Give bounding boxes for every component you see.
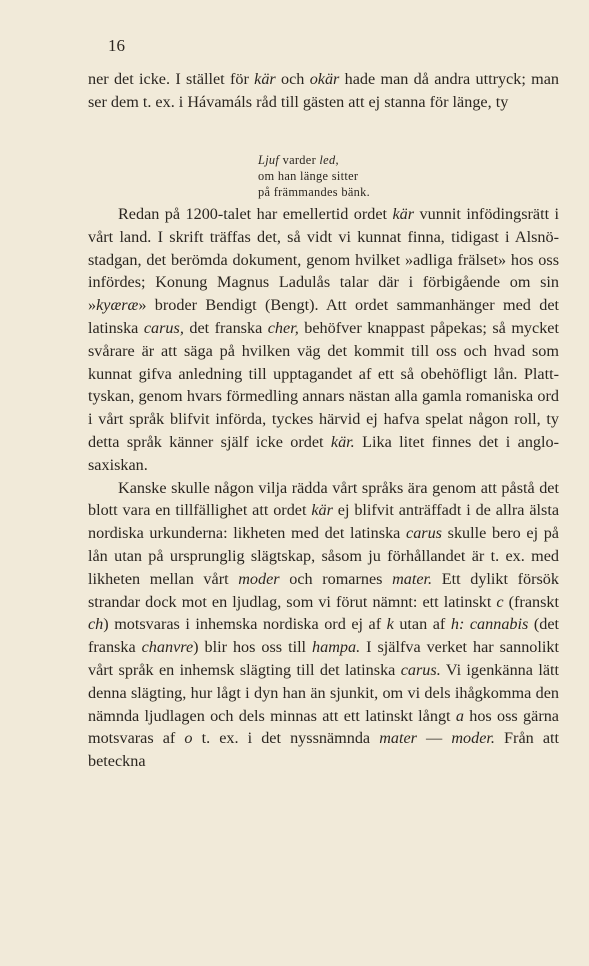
verse-quote <box>258 152 370 201</box>
paragraph-2: Kanske skulle någon vilja rädda vårt språks ära genom att påstå det blott vara en tillfällighet att ordet kär ej blifvit anträffadt i de allra älsta nordiska urkunderna: likheten med det latinska carus skulle bero ej på lån utan på ursprunglig slägtskap, såsom ju förhållandet är t. ex. med likheten mellan vårt moder och romarnes mater. Ett dylikt försök strandar dock mot en ljudlag, som vi förut nämnt: ett latinskt c (franskt ch) motsvaras i inhemska nordiska ord ej af k utan af h: cannabis (det franska chanvre) blir hos oss till hampa. I själfva verket har sannolikt vårt språk en inhemsk slägting till det latinska carus. Vi igenkänna lätt denna slägting, hur lågt i dyn han än sjunkit, om vi dels ihågkomma den nämnda ljudlagen och dels minnas att ett latinskt långt a hos oss gärna motsvaras af o t. ex. i det nyssnämnda mater — moder. Från att beteckna <box>88 478 560 771</box>
paragraph-1: Redan på 1200-talet har emellertid ordet kär vunnit infödingsrätt i vårt land. I skrift träffas det, så vidt vi kunnat finna, tidigast i Alsnö-stadgan, det berömda dokument, genom hvilket »adliga frälset» hos oss infördes; Konung Magnus Ladulås talar där i förbigående om sin »kyæræ» broder Bendigt (Bengt). Att ordet sammanhänger med det latinska carus, det franska cher, behöfver knappast påpekas; så mycket svårare är att säga på hvilken väg det kommit till oss och hvad som kunnat gifva anledning till upptagandet af ett så obehöfligt lån. Platt-tyskan, genom hvars förmedling annars nästan alla gamla romaniska ord i vårt språk blifvit införda, tyckes härvid ej hafva spelat någon roll, ty detta språk känner själf icke ordet kär. Lika litet finnes det i anglo-saxiskan. <box>88 205 560 474</box>
verse-line-1: Ljuf varder led, <box>258 153 339 167</box>
page-number: 16 <box>108 36 125 55</box>
verse-line-3: på främmandes bänk. <box>258 185 371 200</box>
main-text <box>88 203 559 773</box>
verse-line-2: om han länge sitter <box>258 169 359 184</box>
intro-paragraph <box>88 68 559 114</box>
paragraph-intro: ner det icke. I stället för kär och okär hade man då andra uttryck; man ser dem t. ex. i Hávamáls råd till gästen att ej stanna för länge, ty <box>88 70 559 111</box>
